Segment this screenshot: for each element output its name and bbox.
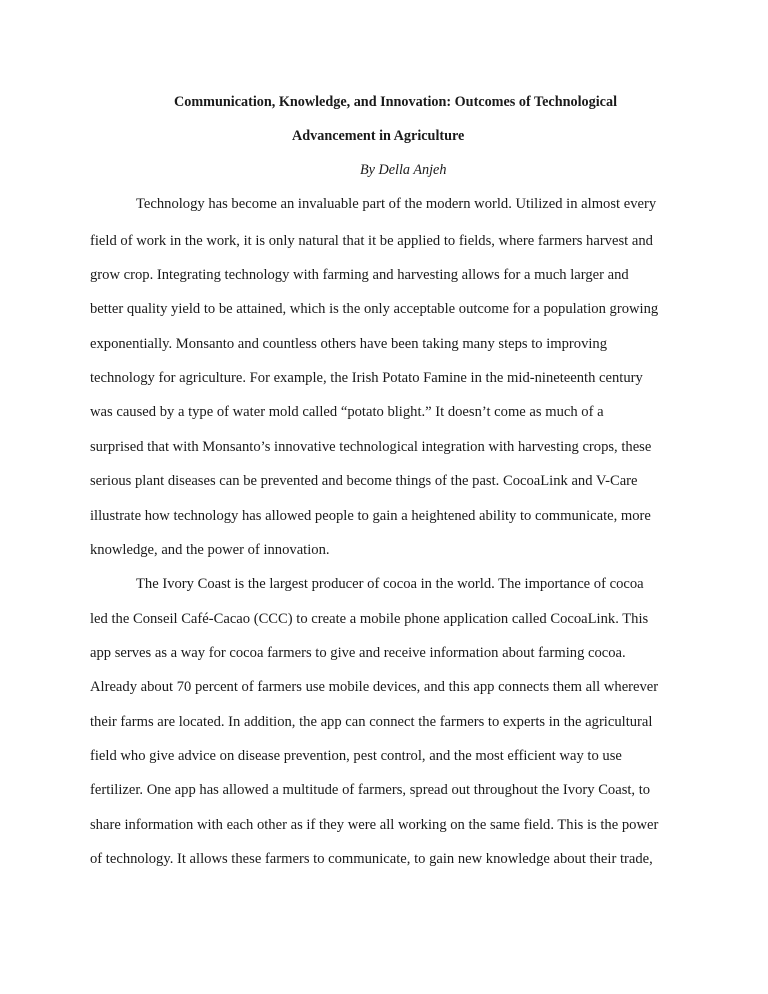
paragraph-2-line: led the Conseil Café-Cacao (CCC) to create a mobile phone application called CocoaLink. This bbox=[90, 611, 649, 627]
paragraph-2-line: of technology. It allows these farmers to communicate, to gain new knowledge about their trade, bbox=[90, 851, 653, 867]
paragraph-1-line: field of work in the work, it is only natural that it be applied to fields, where farmers harvest and bbox=[90, 233, 653, 249]
paragraph-1-line: technology for agriculture. For example, the Irish Potato Famine in the mid-nineteenth century bbox=[90, 370, 643, 386]
paragraph-1-line: grow crop. Integrating technology with farming and harvesting allows for a much larger and bbox=[90, 267, 629, 283]
paragraph-2-line: app serves as a way for cocoa farmers to give and receive information about farming cocoa. bbox=[90, 645, 626, 661]
paragraph-1-line: was caused by a type of water mold called “potato blight.” It doesn’t come as much of a bbox=[90, 404, 604, 420]
paragraph-1-line: knowledge, and the power of innovation. bbox=[90, 542, 330, 558]
title-line-1: Communication, Knowledge, and Innovation: Outcomes of Technological bbox=[174, 94, 618, 110]
paragraph-1-line: Technology has become an invaluable part of the modern world. Utilized in almost every bbox=[136, 196, 657, 212]
author-byline: By Della Anjeh bbox=[360, 162, 447, 178]
paragraph-1-line: illustrate how technology has allowed people to gain a heightened ability to communicate, more bbox=[90, 508, 651, 524]
paragraph-2-line: The Ivory Coast is the largest producer of cocoa in the world. The importance of cocoa bbox=[136, 576, 644, 592]
paragraph-2-line: share information with each other as if they were all working on the same field. This is the power bbox=[90, 817, 659, 833]
paragraph-1-line: exponentially. Monsanto and countless others have been taking many steps to improving bbox=[90, 336, 608, 352]
paragraph-1-line: better quality yield to be attained, which is the only acceptable outcome for a population growing bbox=[90, 301, 659, 317]
paragraph-1-line: serious plant diseases can be prevented and become things of the past. CocoaLink and V-Care bbox=[90, 473, 638, 489]
paragraph-2-line: field who give advice on disease prevention, pest control, and the most efficient way to use bbox=[90, 748, 622, 764]
paragraph-2-line: Already about 70 percent of farmers use mobile devices, and this app connects them all wherever bbox=[90, 679, 659, 695]
title-line-2: Advancement in Agriculture bbox=[292, 128, 465, 144]
paragraph-2-line: their farms are located. In addition, the app can connect the farmers to experts in the agricultural bbox=[90, 714, 653, 730]
paragraph-2-line: fertilizer. One app has allowed a multitude of farmers, spread out throughout the Ivory Coast, to bbox=[90, 782, 651, 798]
paragraph-1-line: surprised that with Monsanto’s innovative technological integration with harvesting crops, these bbox=[90, 439, 652, 455]
